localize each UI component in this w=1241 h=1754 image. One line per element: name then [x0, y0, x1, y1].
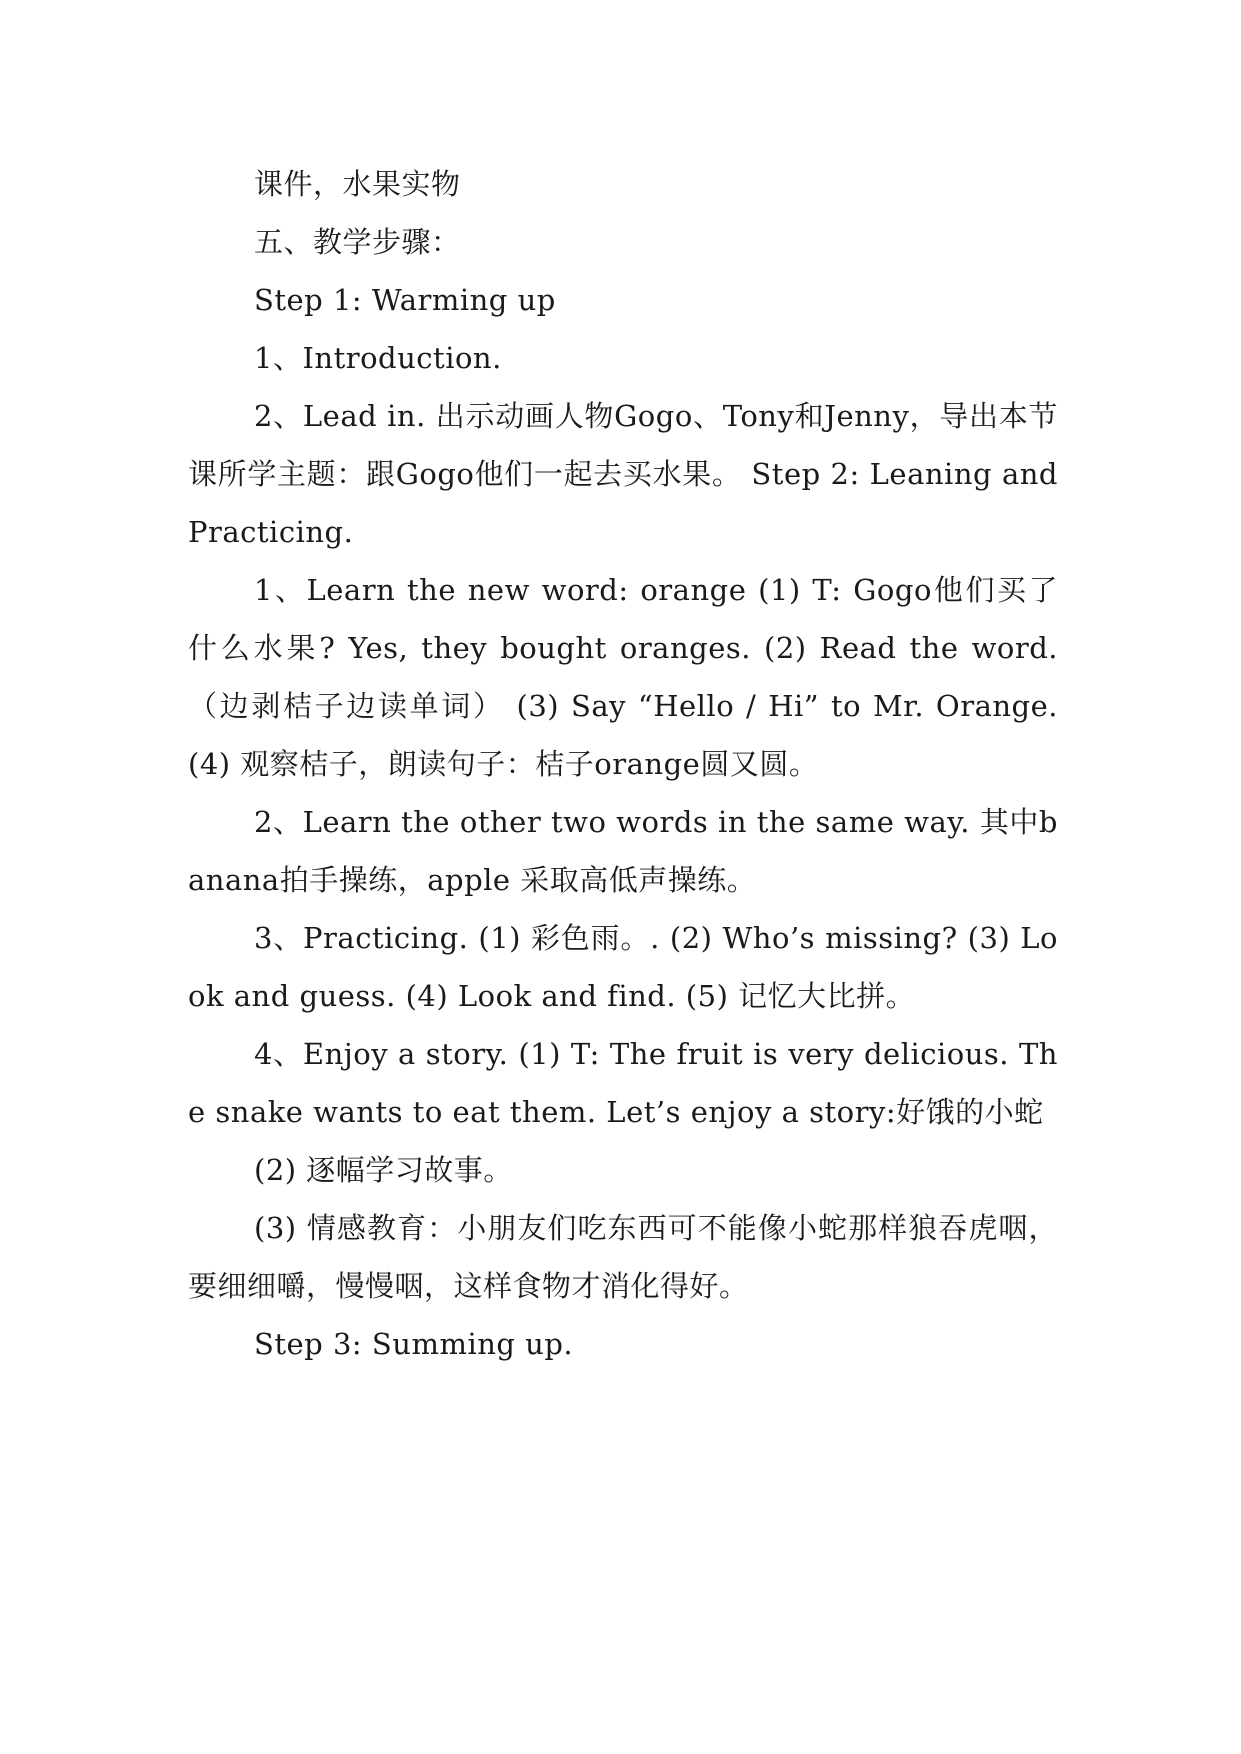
heading-step-3: Step 3: Summing up. — [254, 1327, 574, 1361]
paragraph-materials: 课件，水果实物 — [254, 167, 461, 201]
paragraph-lead-in: 2、Lead in. 出示动画人物Gogo、Tony和Jenny，导出本节课所学主题：跟Gogo他们一起去买水果。 Step 2: Leaning and Practicing. — [188, 399, 1058, 549]
paragraph-emotional-education: (3) 情感教育：小朋友们吃东西可不能像小蛇那样狼吞虎咽，要细细嚼，慢慢咽，这样食物才消化得好。 — [188, 1211, 1058, 1303]
paragraph-learn-other-words: 2、Learn the other two words in the same way. 其中banana拍手操练，apple 采取高低声操练。 — [188, 805, 1058, 897]
paragraph-learn-new-word: 1、Learn the new word: orange (1) T: Gogo他们买了什么水果? Yes, they bought oranges. (2) Read the word.（边剥桔子边读单词） (3) Say “Hello / Hi” to Mr. Orange. (4) 观察桔子，朗读句子：桔子orange圆又圆。 — [188, 573, 1058, 781]
paragraph-practicing: 3、Practicing. (1) 彩色雨。. (2) Who’s missing? (3) Look and guess. (4) Look and find. (5) 记忆大比拼。 — [188, 921, 1058, 1013]
document-body — [188, 155, 1058, 1373]
paragraph-story-study: (2) 逐幅学习故事。 — [254, 1153, 513, 1187]
heading-step-1: Step 1: Warming up — [254, 283, 556, 317]
heading-teaching-steps: 五、教学步骤： — [254, 225, 461, 259]
paragraph-introduction: 1、Introduction. — [254, 341, 502, 375]
paragraph-enjoy-story: 4、Enjoy a story. (1) T: The fruit is very delicious. The snake wants to eat them. Let’s enjoy a story:好饿的小蛇 — [188, 1037, 1058, 1129]
